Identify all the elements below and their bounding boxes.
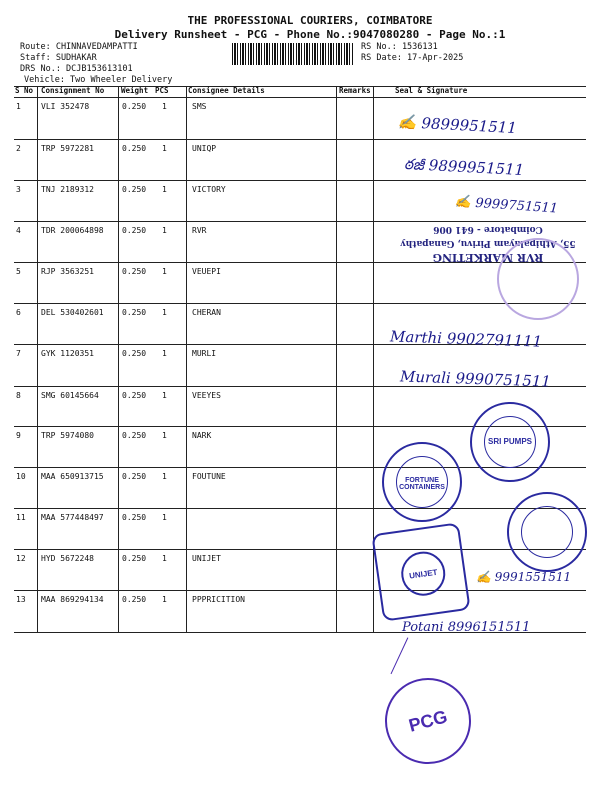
stamp-text: FORTUNE CONTAINERS <box>399 477 445 491</box>
staff: Staff: SUDHAKAR <box>20 53 97 63</box>
cell-consignee: VEEYES <box>192 391 221 400</box>
runsheet-subtitle: Delivery Runsheet - PCG - Phone No.:9047080280 - Page No.:1 <box>114 28 506 41</box>
cell-cons: SMG 60145664 <box>41 391 99 400</box>
pen-stroke <box>391 637 427 682</box>
vehicle: Vehicle: Two Wheeler Delivery <box>24 75 173 85</box>
cell-pcs: 1 <box>162 308 167 317</box>
cell-consignee: VICTORY <box>192 185 226 194</box>
col-header-signature: Seal & Signature <box>395 86 468 95</box>
row-divider <box>14 303 586 304</box>
cell-cons: HYD 5672248 <box>41 554 94 563</box>
col-header-consignee: Consignee Details <box>188 86 265 95</box>
cell-cons: TRP 5972281 <box>41 144 94 153</box>
signature: ఠజీ 9899951511 <box>403 154 525 180</box>
cell-cons: TDR 200064898 <box>41 226 104 235</box>
cell-consignee: MURLI <box>192 349 217 358</box>
cell-weight: 0.250 <box>122 102 147 111</box>
cell-weight: 0.250 <box>122 267 147 276</box>
cell-pcs: 1 <box>162 226 167 235</box>
cell-weight: 0.250 <box>122 226 147 235</box>
cell-cons: TRP 5974080 <box>41 431 94 440</box>
cell-sno: 6 <box>16 308 21 317</box>
cell-sno: 3 <box>16 185 21 194</box>
cell-sno: 11 <box>16 513 26 522</box>
cell-cons: VLI 352478 <box>41 102 90 111</box>
signature: Potani 8996151511 <box>402 620 531 635</box>
cell-consignee: UNIJET <box>192 554 221 563</box>
cell-consignee: FOUTUNE <box>192 472 226 481</box>
drs-number: DRS No.: DCJB153613101 <box>20 64 133 74</box>
cell-weight: 0.250 <box>122 185 147 194</box>
cell-consignee: NARK <box>192 431 212 440</box>
cell-pcs: 1 <box>162 472 167 481</box>
cell-pcs: 1 <box>162 391 167 400</box>
cell-cons: MAA 577448497 <box>41 513 104 522</box>
cell-weight: 0.250 <box>122 554 147 563</box>
cell-sno: 4 <box>16 226 21 235</box>
cell-consignee: CHERAN <box>192 308 221 317</box>
cell-consignee: VEUEPI <box>192 267 221 276</box>
rvr-marketing-stamp: RVR MARKETING 55, Athipalayam Pirivu, Ganapathy Coimbatore - 641 006 <box>383 214 593 268</box>
signature: Murali 9990751511 <box>399 367 552 391</box>
col-divider <box>118 86 119 632</box>
cell-sno: 1 <box>16 102 21 111</box>
unijet-stamp <box>371 522 470 621</box>
cell-sno: 12 <box>16 554 26 563</box>
row-divider <box>14 508 586 509</box>
cell-pcs: 1 <box>162 185 167 194</box>
col-header-pcs: PCS <box>155 86 169 95</box>
pcg-stamp: PCG <box>375 668 480 773</box>
col-divider <box>37 86 38 632</box>
col-divider <box>186 86 187 632</box>
signature: ✍ 9899951511 <box>397 112 518 138</box>
cell-sno: 2 <box>16 144 21 153</box>
cell-cons: MAA 650913715 <box>41 472 104 481</box>
stamp-text: UNIJET <box>398 549 448 599</box>
fortune-containers-stamp <box>382 442 462 522</box>
cell-consignee: PPPRICITION <box>192 595 245 604</box>
row-divider <box>14 549 586 550</box>
cell-weight: 0.250 <box>122 349 147 358</box>
row-divider <box>14 590 586 591</box>
col-header-sno: S No <box>15 86 34 95</box>
cell-weight: 0.250 <box>122 513 147 522</box>
cell-cons: DEL 530402601 <box>41 308 104 317</box>
cell-pcs: 1 <box>162 349 167 358</box>
signature: ✍ 9991551511 <box>476 570 572 584</box>
cell-pcs: 1 <box>162 267 167 276</box>
cell-weight: 0.250 <box>122 472 147 481</box>
rs-number: RS No.: 1536131 <box>361 42 438 52</box>
rs-date: RS Date: 17-Apr-2025 <box>361 53 464 63</box>
cell-cons: TNJ 2189312 <box>41 185 94 194</box>
cell-weight: 0.250 <box>122 595 147 604</box>
stamp-text: RVR MARKETING <box>432 251 544 264</box>
company-title: THE PROFESSIONAL COURIERS, COIMBATORE <box>187 14 433 27</box>
col-header-weight: Weight <box>121 86 149 95</box>
cell-pcs: 1 <box>162 595 167 604</box>
cell-sno: 13 <box>16 595 26 604</box>
cell-weight: 0.250 <box>122 391 147 400</box>
cell-weight: 0.250 <box>122 144 147 153</box>
signature: ✍ 9999751511 <box>454 194 559 217</box>
cell-consignee: RVR <box>192 226 207 235</box>
cell-pcs: 1 <box>162 513 167 522</box>
cell-pcs: 1 <box>162 431 167 440</box>
cell-consignee: SMS <box>192 102 207 111</box>
cell-cons: MAA 869294134 <box>41 595 104 604</box>
col-header-consignment: Consignment No <box>41 86 105 95</box>
faint-round-stamp <box>497 238 579 320</box>
stamp-text: SRI PUMPS <box>487 437 532 446</box>
cell-sno: 10 <box>16 472 26 481</box>
cell-cons: RJP 3563251 <box>41 267 94 276</box>
cell-weight: 0.250 <box>122 308 147 317</box>
cell-consignee: UNIQP <box>192 144 217 153</box>
cell-pcs: 1 <box>162 102 167 111</box>
cell-sno: 8 <box>16 391 21 400</box>
barcode <box>232 43 354 65</box>
cell-sno: 5 <box>16 267 21 276</box>
cell-pcs: 1 <box>162 144 167 153</box>
col-divider <box>336 86 337 632</box>
route: Route: CHINNAVEDAMPATTI <box>20 42 138 52</box>
cell-cons: GYK 1120351 <box>41 349 94 358</box>
cell-sno: 7 <box>16 349 21 358</box>
cell-pcs: 1 <box>162 554 167 563</box>
row-divider <box>14 139 586 140</box>
sri-pumps-stamp <box>470 402 550 482</box>
cell-sno: 9 <box>16 431 21 440</box>
cell-weight: 0.250 <box>122 431 147 440</box>
signature: Marthi 9902791111 <box>389 327 543 351</box>
fortune-containers-stamp-2 <box>507 492 587 572</box>
col-header-remarks: Remarks <box>339 86 371 95</box>
